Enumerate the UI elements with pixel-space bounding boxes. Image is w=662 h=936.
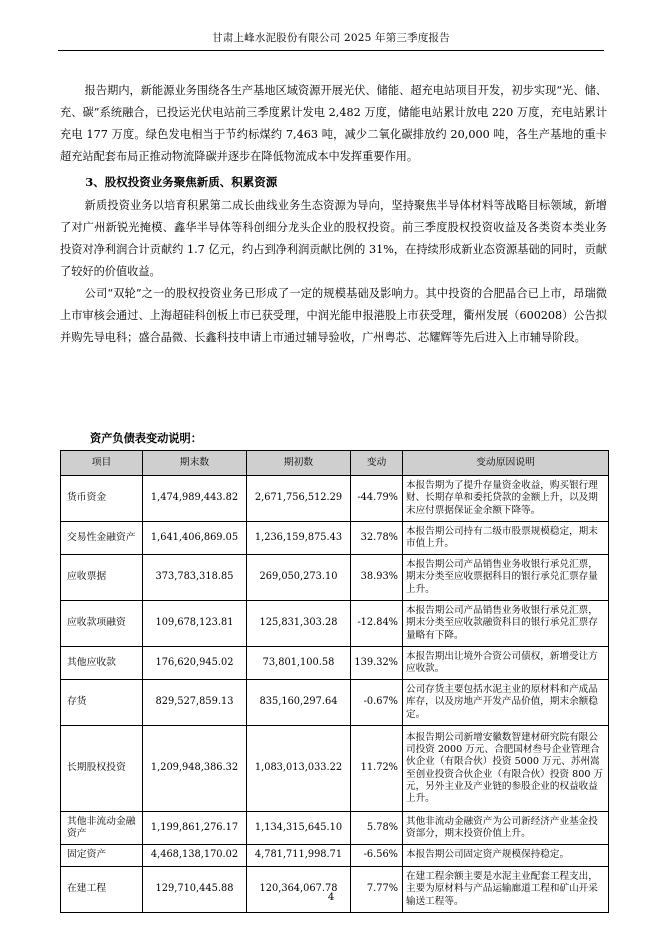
- header-end-balance: 期末数: [143, 451, 247, 476]
- row-item: 其他应收款: [61, 647, 143, 680]
- row-item: 在建工程: [61, 867, 143, 913]
- row-end: 373,783,318.85: [143, 555, 247, 601]
- row-reason: 本报告期公司产品销售业务收银行承兑汇票，期末分类至应收款融资科目的银行承兑汇票存量略有下降。: [403, 601, 609, 647]
- row-change: -0.67%: [351, 680, 403, 726]
- row-begin: 1,083,013,033.22: [247, 726, 351, 812]
- row-begin: 1,236,159,875.43: [247, 522, 351, 555]
- row-end: 829,527,859.13: [143, 680, 247, 726]
- page-header: 甘肃上峰水泥股份有限公司 2025 年第三季度报告: [58, 30, 604, 51]
- row-change: -6.56%: [351, 845, 403, 867]
- row-end: 1,199,861,276.17: [143, 812, 247, 845]
- row-end: 129,710,445.88: [143, 867, 247, 913]
- table-row: [61, 867, 609, 913]
- row-end: 4,468,138,170.02: [143, 845, 247, 867]
- row-begin: 835,160,297.64: [247, 680, 351, 726]
- row-reason: 在建工程余额主要是水泥主业配套工程支出，主要为原材料与产品运输廊道工程和矿山开采输送工程等。: [403, 867, 609, 913]
- paragraph-dual-wheel: 公司“双轮”之一的股权投资业务已形成了一定的规模基础及影响力。其中投资的合肥晶合已上市，昂瑞微上市审核会通过、上海超硅科创板上市已获受理，中润光能申报港股上市获受理，衢州发展（600208）公告拟并购先导电科；盛合晶微、长鑫科技申请上市通过辅导验收，广州粤芯、芯耀辉等先后进入上市辅导阶段。: [60, 287, 607, 344]
- row-item: 应收票据: [61, 555, 143, 601]
- row-begin: 1,134,315,645.10: [247, 812, 351, 845]
- row-begin: 120,364,067.78: [247, 867, 351, 913]
- paragraph-new-energy: 报告期内，新能源业务围绕各生产基地区域资源开展光伏、储能、超充电站项目开发，初步实现“光、储、充、碳”系统融合，已投运光伏电站前三季度累计发电 2,482 万度，储能电站累计放电 220 万度，充电站累计充电 177 万度。绿色发电相当于节约标煤约 7,463 吨，减少二氧化碳排放约 20,000 吨，各生产基地的重卡超充站配套布局正推动物流降碳并逐步在降低物流成本中发挥重要作用。: [60, 84, 607, 163]
- row-item: 长期股权投资: [61, 726, 143, 812]
- row-reason: 本报告期公司产品销售业务收银行承兑汇票，期末分类至应收票据科目的银行承兑汇票存量上升。: [403, 555, 609, 601]
- row-end: 1,209,948,386.32: [143, 726, 247, 812]
- row-reason: 本报告期为了提升存量资金收益，购买银行理财、长期存单和委托贷款的金额上升，以及期末应付票据保证金余额下降等。: [403, 476, 609, 522]
- row-item: 存货: [61, 680, 143, 726]
- table-row: [61, 476, 609, 522]
- paragraph-equity-investment: 新质投资业务以培育积累第二成长曲线业务生态资源为导向，坚持聚焦半导体材料等战略目标领域，新增了对广州新锐光掩模、鑫华半导体等科创细分龙头企业的股权投资。前三季度股权投资收益及各类资本类业务投资对净利润合计贡献约 1.7 亿元，约占到净利润贡献比例的 31%，在持续形成新业态资源基础的同时，贡献了较好的价值收益。: [60, 199, 607, 278]
- row-begin: 2,671,756,512.29: [247, 476, 351, 522]
- row-change: -12.84%: [351, 601, 403, 647]
- row-begin: 269,050,273.10: [247, 555, 351, 601]
- row-end: 176,620,945.02: [143, 647, 247, 680]
- row-begin: 125,831,303.28: [247, 601, 351, 647]
- row-change: 7.77%: [351, 867, 403, 913]
- row-change: 11.72%: [351, 726, 403, 812]
- row-end: 109,678,123.81: [143, 601, 247, 647]
- table-row: [61, 647, 609, 680]
- row-change: 5.78%: [351, 812, 403, 845]
- table-row: [61, 812, 609, 845]
- table-row: [61, 555, 609, 601]
- row-item: 交易性金融资产: [61, 522, 143, 555]
- header-reason: 变动原因说明: [403, 451, 609, 476]
- page-number: 4: [327, 892, 335, 903]
- row-change: 139.32%: [351, 647, 403, 680]
- row-reason: 本报告期出让境外合资公司债权，新增受让方应收款。: [403, 647, 609, 680]
- row-reason: 其他非流动金融资产为公司新经济产业基金投资部分，期末投资价值上升。: [403, 812, 609, 845]
- row-item: 货币资金: [61, 476, 143, 522]
- section-heading: 3、股权投资业务聚焦新质、积累资源: [85, 175, 278, 189]
- table-row: [61, 601, 609, 647]
- table-row: [61, 680, 609, 726]
- table-title: 资产负债表变动说明：: [90, 431, 202, 445]
- row-begin: 4,781,711,998.71: [247, 845, 351, 867]
- row-change: 32.78%: [351, 522, 403, 555]
- header-begin-balance: 期初数: [247, 451, 351, 476]
- body-text: [60, 80, 607, 349]
- balance-sheet-table: [60, 450, 609, 913]
- row-reason: 本报告期公司固定资产规模保持稳定。: [403, 845, 609, 867]
- table-header-row: [61, 451, 609, 476]
- table-row: [61, 845, 609, 867]
- row-reason: 本报告期公司持有二级市股票规模稳定，期末市值上升。: [403, 522, 609, 555]
- table-row: [61, 522, 609, 555]
- row-change: 38.93%: [351, 555, 403, 601]
- row-end: 1,474,989,443.82: [143, 476, 247, 522]
- table-row: [61, 726, 609, 812]
- row-change: -44.79%: [351, 476, 403, 522]
- header-change: 变动: [351, 451, 403, 476]
- row-item: 固定资产: [61, 845, 143, 867]
- row-reason: 本报告期公司新增安徽数智建材研究院有限公司投资 2000 万元、合肥国材叁号企业管理合伙企业（有限合伙）投资 5000 万元、苏州嵩至创业投资合伙企业（有限合伙）投资 800 万元，另外主业及产业链的参股企业的权益收益上升。: [403, 726, 609, 812]
- row-end: 1,641,406,869.05: [143, 522, 247, 555]
- row-item: 应收款项融资: [61, 601, 143, 647]
- header-item: 项目: [61, 451, 143, 476]
- row-reason: 公司存货主要包括水泥主业的原材料和产成品库存，以及房地产开发产品价值，期末余额稳定。: [403, 680, 609, 726]
- row-begin: 73,801,100.58: [247, 647, 351, 680]
- row-item: 其他非流动金融资产: [61, 812, 143, 845]
